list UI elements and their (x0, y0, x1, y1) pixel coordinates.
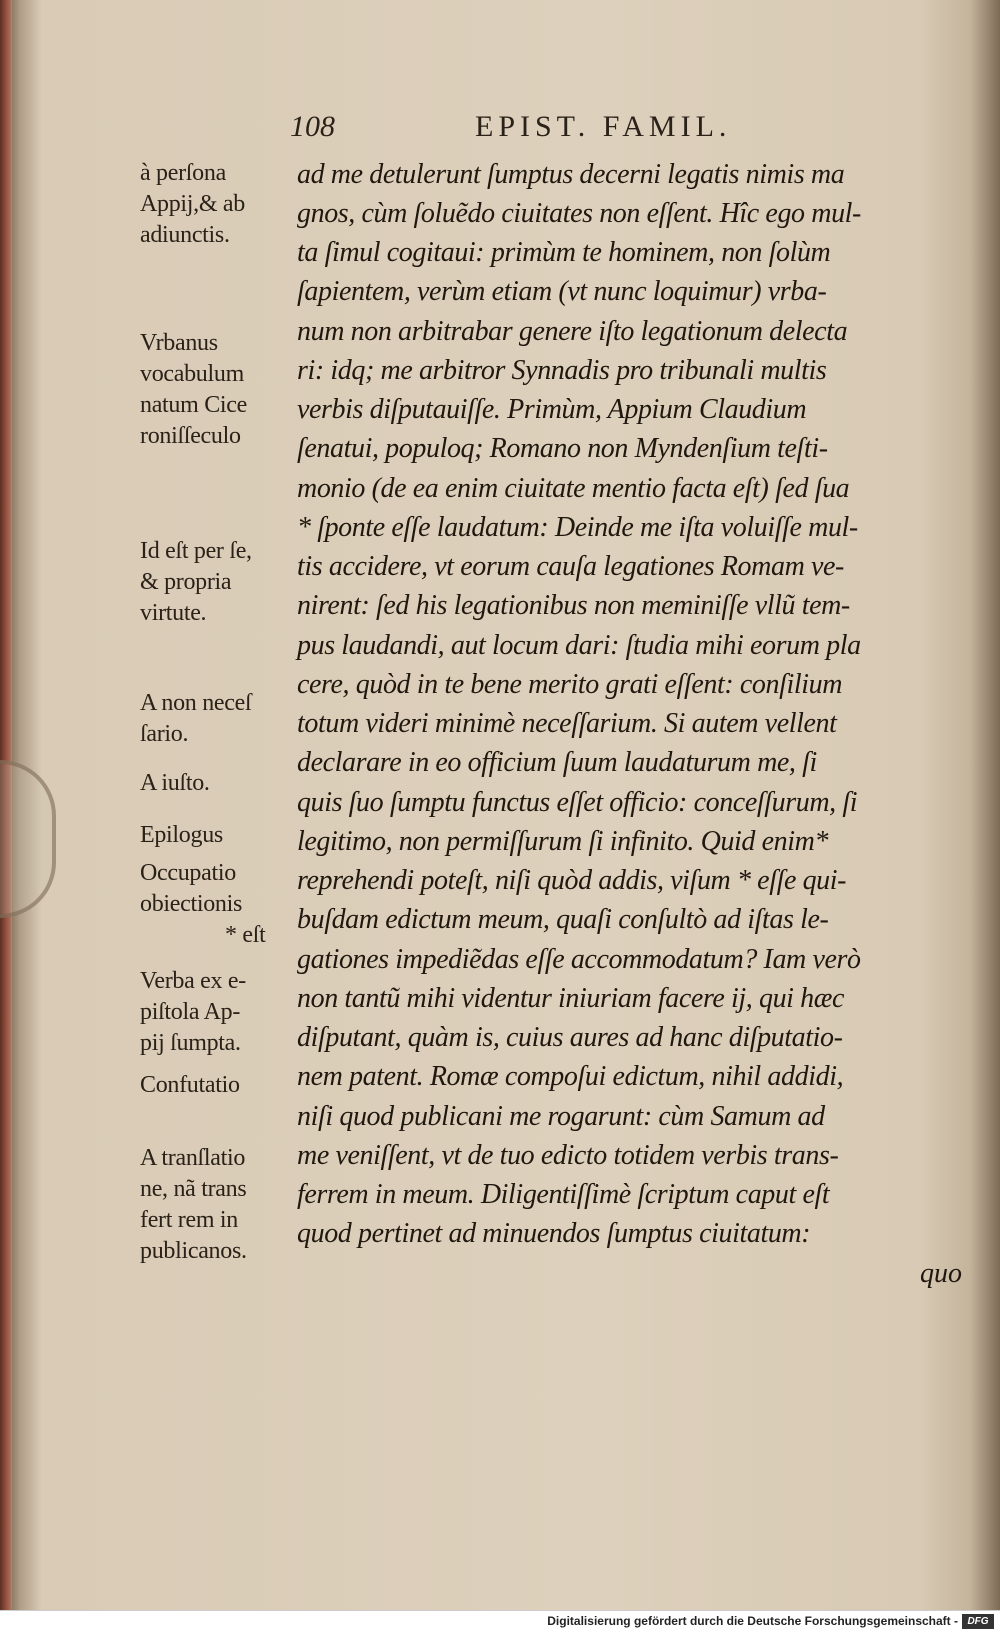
dfg-logo: DFG (962, 1614, 994, 1629)
text-line: ta ſimul cogitaui: primùm te hominem, non ſolùm (297, 237, 831, 268)
text-line: verbis diſputauiſſe. Primùm, Appium Claudium (297, 394, 807, 425)
text-line: nem patent. Romæ compoſui edictum, nihil addidi, (297, 1061, 844, 1092)
text-line: legitimo, non permiſſurum ſi infinito. Quid enim* (297, 826, 829, 857)
text-line: ferrem in meum. Diligentiſſimè ſcriptum caput eſt (297, 1179, 830, 1210)
text-line: reprehendi poteſt, niſi quòd addis, viſum * eſſe qui- (297, 865, 847, 896)
clasp-shadow (0, 760, 56, 918)
text-line: ad me detulerunt ſumptus decerni legatis nimis ma (297, 159, 845, 190)
margin-note: A iuſto. (140, 770, 210, 796)
text-line: pus laudandi, aut locum dari: ſtudia mihi eorum pla (297, 630, 861, 661)
text-line: diſputant, quàm is, cuius aures ad hanc diſputatio- (297, 1022, 843, 1053)
text-line: gationes impediẽdas eſſe accommodatum? Iam verò (297, 944, 861, 975)
text-line: quod pertinet ad minuendos ſumptus ciuitatum: (297, 1218, 811, 1249)
funding-credit: Digitalisierung gefördert durch die Deutsche Forschungsgemeinschaft - (547, 1614, 958, 1628)
margin-note: * eſt (225, 922, 266, 948)
text-line: * ſponte eſſe laudatum: Deinde me iſta voluiſſe mul- (297, 512, 858, 543)
text-line: declarare in eo officium ſuum laudaturum me, ſi (297, 747, 817, 778)
text-line: buſdam edictum meum, quaſi conſultò ad iſtas le- (297, 904, 829, 935)
digitization-footer (0, 1610, 1000, 1632)
text-line: non tantũ mihi videntur iniuriam facere ij, qui hæc (297, 983, 845, 1014)
margin-note: Verba ex e- piſtola Ap- pij ſumpta. (140, 968, 246, 1056)
text-line: me veniſſent, vt de tuo edicto totidem verbis trans- (297, 1140, 839, 1171)
page-number: 108 (290, 110, 335, 143)
margin-note: A non neceſ ſario. (140, 690, 252, 747)
text-line: gnos, cùm ſoluẽdo ciuitates non eſſent. Hîc ego mul- (297, 198, 861, 229)
text-line: quis ſuo ſumptu functus eſſet officio: conceſſurum, ſi (297, 787, 858, 818)
margin-note: à perſona Appij,& ab adiunctis. (140, 160, 245, 248)
text-line: tis accidere, vt eorum cauſa legationes Romam ve- (297, 551, 844, 582)
text-line: ſenatui, populoq; Romano non Myndenſium teſti- (297, 433, 828, 464)
margin-note: Vrbanus vocabulum natum Cice roniſſeculo (140, 330, 247, 449)
margin-note: Confutatio (140, 1072, 240, 1098)
text-line: ſapientem, verùm etiam (vt nunc loquimur) vrba- (297, 276, 827, 307)
text-line: nirent: ſed his legationibus non meminiſſe vllũ tem- (297, 590, 850, 621)
text-line: cere, quòd in te bene merito grati eſſent: conſilium (297, 669, 843, 700)
text-line: num non arbitrabar genere iſto legationum delecta (297, 316, 848, 347)
margin-note: Epilogus (140, 822, 223, 848)
margin-note: A tranſlatio ne, nã trans fert rem in publicanos. (140, 1145, 247, 1264)
margin-note: Occupatio obiectionis (140, 860, 243, 917)
text-line: ri: idq; me arbitror Synnadis pro tribunali multis (297, 355, 827, 386)
running-title: EPIST. FAMIL. (475, 110, 732, 143)
text-line: niſi quod publicani me rogarunt: cùm Samum ad (297, 1101, 825, 1132)
text-line: totum videri minimè neceſſarium. Si autem vellent (297, 708, 837, 739)
catchword: quo (920, 1258, 962, 1289)
margin-note: Id eſt per ſe, & propria virtute. (140, 538, 252, 626)
text-line: monio (de ea enim ciuitate mentio facta eſt) ſed ſua (297, 473, 850, 504)
